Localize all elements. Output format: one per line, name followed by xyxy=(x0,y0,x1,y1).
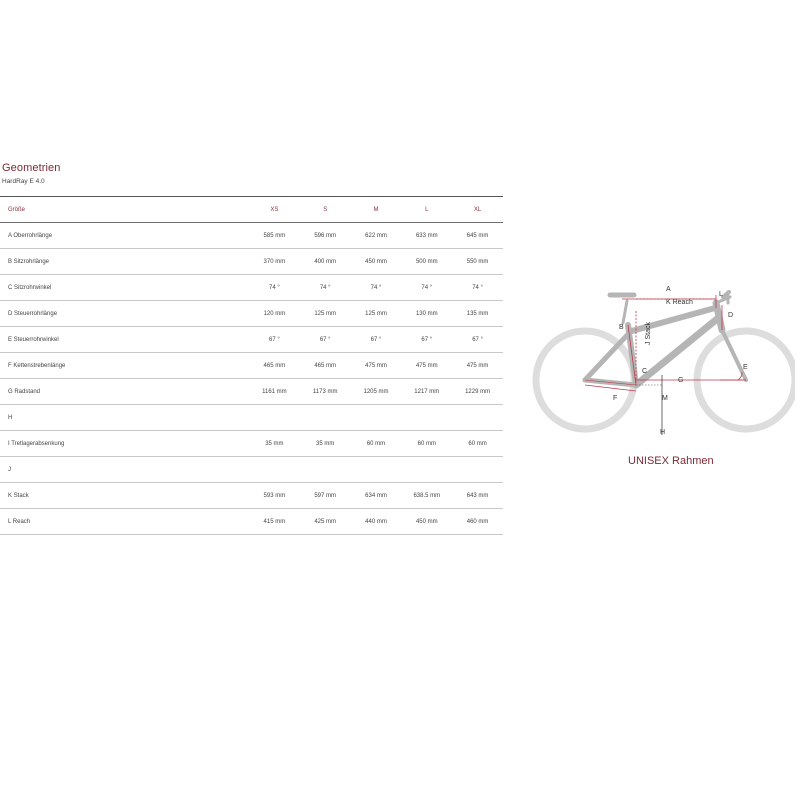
row-value-m: 634 mm xyxy=(351,483,402,509)
row-value-xs: 465 mm xyxy=(249,353,300,379)
table-row xyxy=(0,431,503,457)
header-size-xs: XS xyxy=(249,197,300,223)
row-value-xs: 593 mm xyxy=(249,483,300,509)
table-row xyxy=(0,223,503,249)
table-row xyxy=(0,301,503,327)
row-value-m: 1205 mm xyxy=(351,379,402,405)
dim-label-d: D xyxy=(728,312,734,319)
table-row xyxy=(0,353,503,379)
row-value-xl: 1229 mm xyxy=(452,379,503,405)
row-value-l: 67 ° xyxy=(401,327,452,353)
row-value-m xyxy=(351,405,402,431)
row-label: G Radstand xyxy=(0,379,249,405)
row-value-l: 500 mm xyxy=(401,249,452,275)
row-value-xl: 643 mm xyxy=(452,483,503,509)
header-size-s: S xyxy=(300,197,351,223)
header-size-label: Größe xyxy=(0,197,249,223)
row-value-m: 125 mm xyxy=(351,301,402,327)
row-value-s: 67 ° xyxy=(300,327,351,353)
dim-label-e: E xyxy=(743,364,748,371)
row-value-s: 74 ° xyxy=(300,275,351,301)
header-size-xl: XL xyxy=(452,197,503,223)
row-value-l: 450 mm xyxy=(401,509,452,535)
row-value-l xyxy=(401,405,452,431)
header-size-l: L xyxy=(401,197,452,223)
dim-label-k-reach: K Reach xyxy=(666,299,693,306)
row-value-l: 74 ° xyxy=(401,275,452,301)
row-value-xl: 475 mm xyxy=(452,353,503,379)
row-value-s: 400 mm xyxy=(300,249,351,275)
row-label: I Tretlagerabsenkung xyxy=(0,431,249,457)
geometry-table xyxy=(0,196,503,535)
row-value-xl: 67 ° xyxy=(452,327,503,353)
dim-label-c: C xyxy=(642,368,648,375)
row-value-xs: 35 mm xyxy=(249,431,300,457)
row-value-m xyxy=(351,457,402,483)
row-value-s xyxy=(300,457,351,483)
row-value-s: 35 mm xyxy=(300,431,351,457)
row-value-s xyxy=(300,405,351,431)
table-header-row xyxy=(0,197,503,223)
row-value-l: 638.5 mm xyxy=(401,483,452,509)
row-value-xs: 67 ° xyxy=(249,327,300,353)
row-value-s: 596 mm xyxy=(300,223,351,249)
row-value-l: 475 mm xyxy=(401,353,452,379)
dim-label-b: B xyxy=(619,324,624,331)
row-value-m: 450 mm xyxy=(351,249,402,275)
row-label: B Sitzrohrlänge xyxy=(0,249,249,275)
row-value-m: 60 mm xyxy=(351,431,402,457)
row-value-m: 74 ° xyxy=(351,275,402,301)
row-value-xs: 415 mm xyxy=(249,509,300,535)
table-row xyxy=(0,327,503,353)
row-value-xl xyxy=(452,457,503,483)
dim-label-h: H xyxy=(660,429,666,436)
row-value-s: 597 mm xyxy=(300,483,351,509)
row-value-l: 130 mm xyxy=(401,301,452,327)
row-value-xl: 135 mm xyxy=(452,301,503,327)
row-value-xs: 1161 mm xyxy=(249,379,300,405)
row-label: A Oberrohrlänge xyxy=(0,223,249,249)
dimension-lines xyxy=(585,295,746,391)
row-value-xs: 370 mm xyxy=(249,249,300,275)
dim-label-j-stack: J Stack xyxy=(645,322,652,345)
dim-label-l: L xyxy=(719,291,723,298)
header-size-m: M xyxy=(351,197,402,223)
row-label: J xyxy=(0,457,249,483)
row-value-s: 125 mm xyxy=(300,301,351,327)
page-title: Geometrien xyxy=(2,162,61,174)
dim-label-a: A xyxy=(666,286,671,293)
row-value-l xyxy=(401,457,452,483)
row-value-m: 440 mm xyxy=(351,509,402,535)
row-value-l: 1217 mm xyxy=(401,379,452,405)
row-value-xl: 645 mm xyxy=(452,223,503,249)
row-label: K Stack xyxy=(0,483,249,509)
bike-geometry-diagram xyxy=(530,275,795,445)
row-value-s: 465 mm xyxy=(300,353,351,379)
row-label: F Kettenstrebenlänge xyxy=(0,353,249,379)
row-value-s: 425 mm xyxy=(300,509,351,535)
row-value-l: 633 mm xyxy=(401,223,452,249)
row-label: C Sitzrohrwinkel xyxy=(0,275,249,301)
row-value-s: 1173 mm xyxy=(300,379,351,405)
row-value-xs: 585 mm xyxy=(249,223,300,249)
dim-label-f: F xyxy=(613,395,618,402)
row-label: D Steuerrohrlänge xyxy=(0,301,249,327)
table-row xyxy=(0,275,503,301)
row-label: H xyxy=(0,405,249,431)
row-value-xs: 74 ° xyxy=(249,275,300,301)
row-value-xl: 460 mm xyxy=(452,509,503,535)
row-label: E Steuerrohrwinkel xyxy=(0,327,249,353)
row-value-xs xyxy=(249,405,300,431)
dim-label-g: G xyxy=(678,377,684,384)
row-value-xl: 550 mm xyxy=(452,249,503,275)
model-name: HardRay E 4.0 xyxy=(2,178,45,185)
row-value-xl xyxy=(452,405,503,431)
row-label: L Reach xyxy=(0,509,249,535)
table-row xyxy=(0,379,503,405)
row-value-m: 475 mm xyxy=(351,353,402,379)
table-row xyxy=(0,483,503,509)
row-value-xs: 120 mm xyxy=(249,301,300,327)
row-value-m: 67 ° xyxy=(351,327,402,353)
table-row xyxy=(0,405,503,431)
table-row xyxy=(0,457,503,483)
row-value-xs xyxy=(249,457,300,483)
frame-type-caption: UNISEX Rahmen xyxy=(628,455,714,467)
row-value-m: 622 mm xyxy=(351,223,402,249)
row-value-xl: 74 ° xyxy=(452,275,503,301)
row-value-l: 60 mm xyxy=(401,431,452,457)
dim-label-m: M xyxy=(662,395,668,402)
table-row xyxy=(0,249,503,275)
table-row xyxy=(0,509,503,535)
row-value-xl: 60 mm xyxy=(452,431,503,457)
